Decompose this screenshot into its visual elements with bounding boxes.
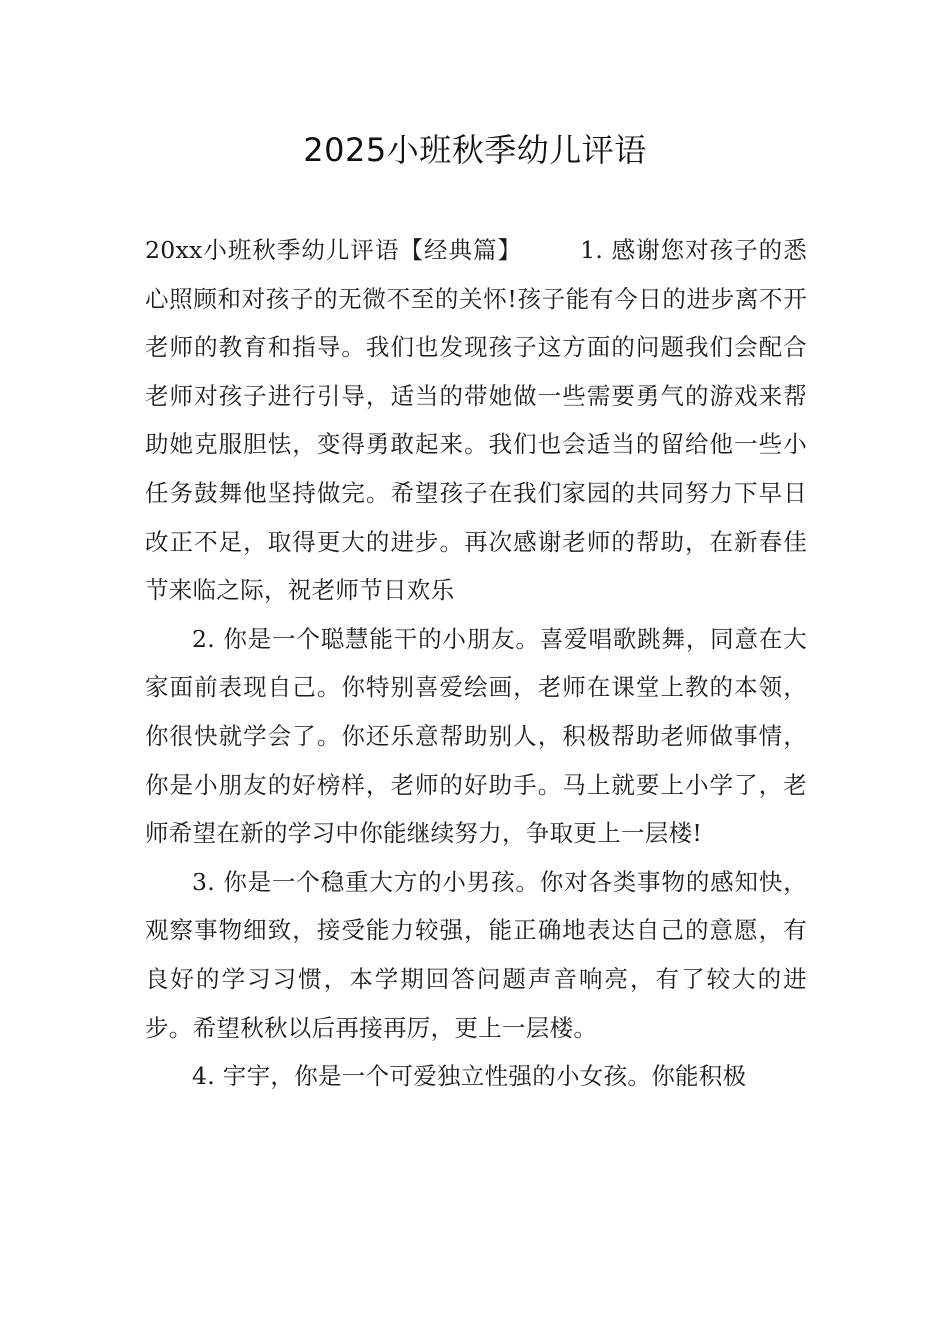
document-title: 2025小班秋季幼儿评语 [303,131,647,169]
document-body [145,226,807,1101]
paragraph-4: 4. 宇宇，你是一个可爱独立性强的小女孩。你能积极 [192,1062,747,1091]
paragraph-3: 3. 你是一个稳重大方的小男孩。你对各类事物的感知快，观察事物细致，接受能力较强，能正确地表达自己的意愿，有良好的学习习惯，本学期回答问题声音响亮，有了较大的进步。希望秋秋以后再接再厉，更上一层楼。 [145,867,807,1042]
paragraph-1 [145,226,807,615]
paragraph-2: 2. 你是一个聪慧能干的小朋友。喜爱唱歌跳舞，同意在大家面前表现自己。你特别喜爱绘画，老师在课堂上教的本领，你很快就学会了。你还乐意帮助别人，积极帮助老师做事情，你是小朋友的好榜样，老师的好助手。马上就要上小学了，老师希望在新的学习中你能继续努力，争取更上一层楼! [145,624,807,848]
paragraph-1-text: 1. 感谢您对孩子的悉心照顾和对孩子的无微不至的关怀!孩子能有今日的进步离不开老师的教育和指导。我们也发现孩子这方面的问题我们会配合老师对孩子进行引导，适当的带她做一些需要勇气的游戏来帮助她克服胆怯，变得勇敢起来。我们也会适当的留给他一些小任务鼓舞他坚持做完。希望孩子在我们家园的共同努力下早日改正不足，取得更大的进步。再次感谢老师的帮助，在新春佳节来临之际，祝老师节日欢乐 [145,236,807,605]
lead-heading: 20xx小班秋季幼儿评语【经典篇】 [145,236,523,264]
